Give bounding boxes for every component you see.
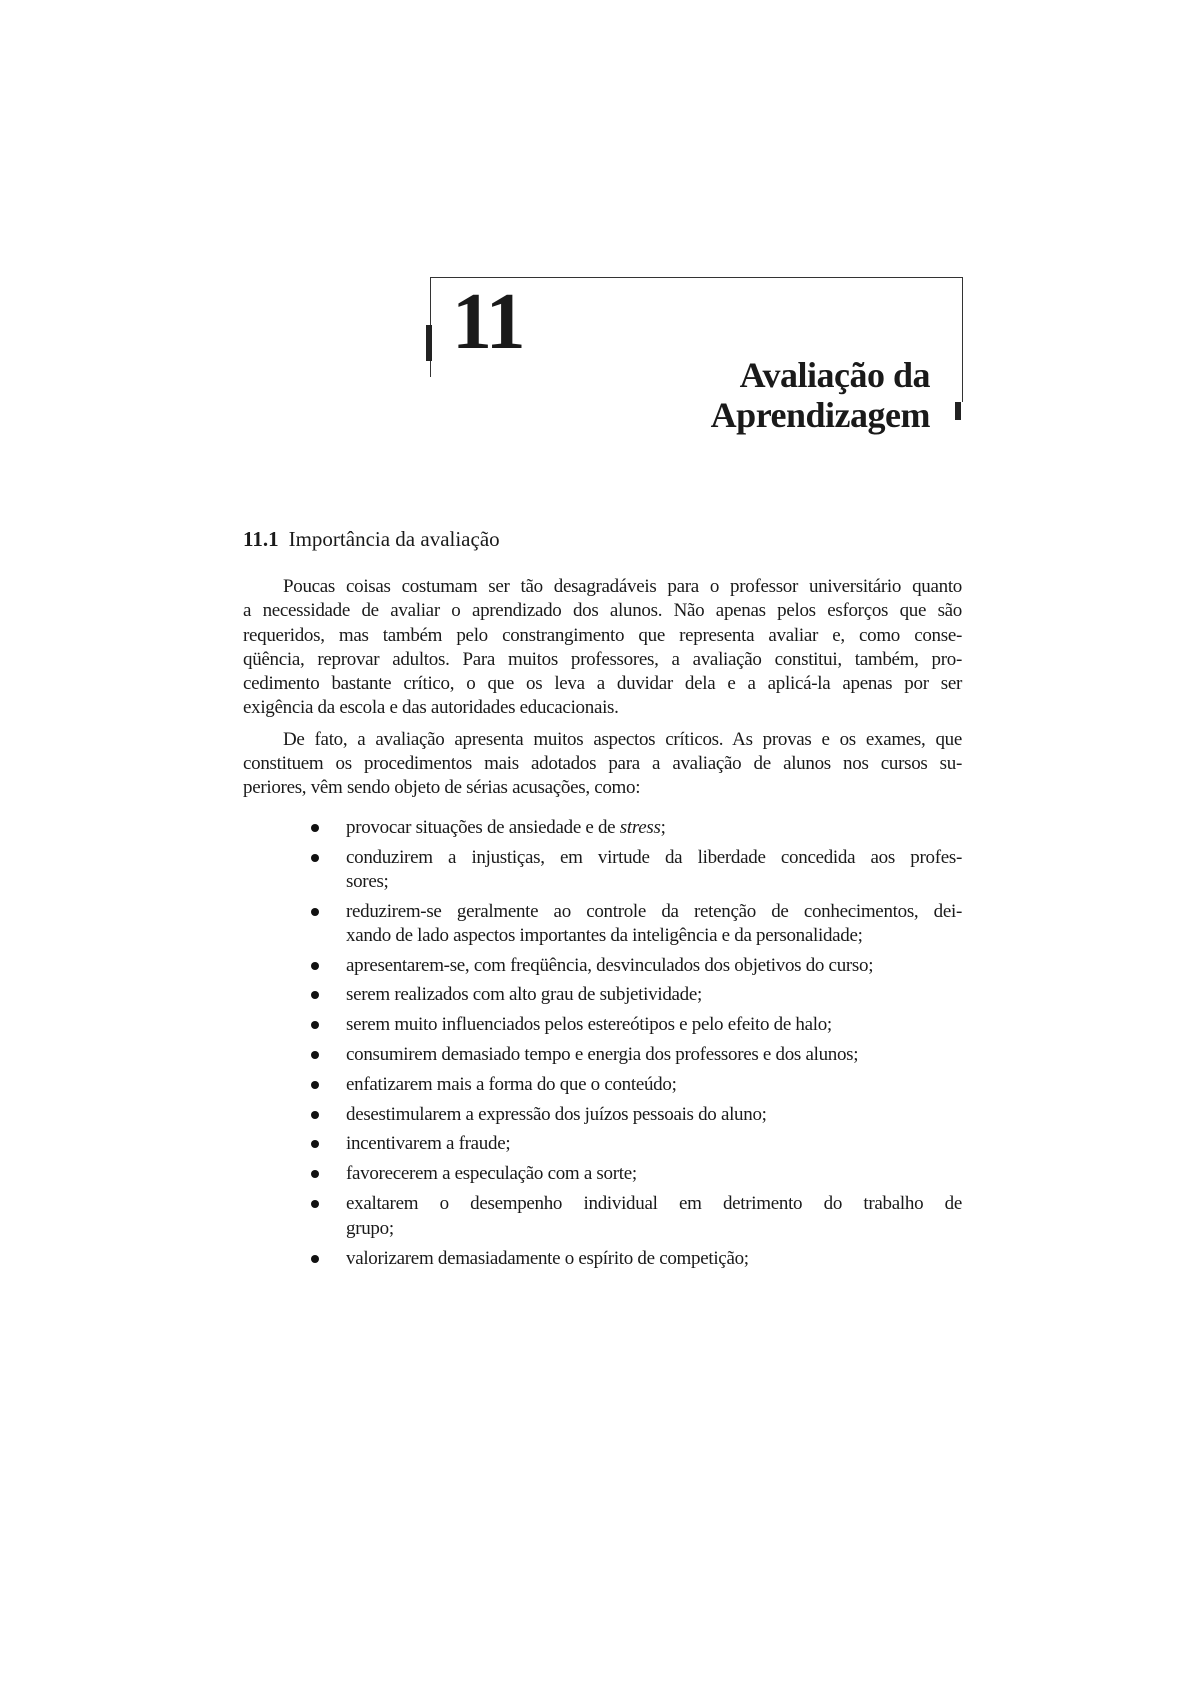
- chapter-marker-right: [955, 402, 961, 420]
- paragraph-line: constituem os procedimentos mais adotados para a avaliação de alunos nos cursos su-: [243, 753, 962, 774]
- list-item-line: favorecerem a especulação com a sorte;: [346, 1163, 637, 1184]
- bullet-icon: [311, 962, 319, 970]
- bullet-icon: [311, 1111, 319, 1119]
- chapter-number: 11: [452, 278, 524, 366]
- bullet-icon: [311, 1140, 319, 1148]
- list-item-line: grupo;: [346, 1218, 394, 1239]
- list-item-line: serem realizados com alto grau de subjetividade;: [346, 984, 702, 1005]
- list-item-line: apresentarem-se, com freqüência, desvinculados dos objetivos do curso;: [346, 955, 874, 976]
- list-item: [346, 816, 962, 840]
- paragraph-line: periores, vêm sendo objeto de sérias acusações, como:: [243, 777, 641, 798]
- paragraph-line: exigência da escola e das autoridades educacionais.: [243, 697, 619, 718]
- paragraph-line: a necessidade de avaliar o aprendizado dos alunos. Não apenas pelos esforços que são: [243, 600, 962, 621]
- list-item-line: enfatizarem mais a forma do que o conteúdo;: [346, 1074, 677, 1095]
- list-item-line: conduzirem a injustiças, em virtude da liberdade concedida aos profes-: [346, 847, 962, 868]
- bullet-icon: [311, 1200, 319, 1208]
- bullet-icon: [311, 991, 319, 999]
- paragraph-line: qüência, reprovar adultos. Para muitos professores, a avaliação constitui, também, pro-: [243, 649, 962, 670]
- paragraph-line: requeridos, mas também pelo constrangimento que representa avaliar e, como conse-: [243, 625, 962, 646]
- chapter-title-line: Aprendizagem: [710, 395, 930, 435]
- list-item-line: valorizarem demasiadamente o espírito de competição;: [346, 1248, 749, 1269]
- chapter-marker-left: [426, 325, 432, 361]
- list-item-text: provocar situações de ansiedade e de: [346, 817, 620, 838]
- bullet-icon: [311, 1170, 319, 1178]
- section-title: Importância da avaliação: [288, 527, 500, 551]
- paragraph-line: Poucas coisas costumam ser tão desagradáveis para o professor universitário quanto: [283, 576, 962, 597]
- list-item-line: consumirem demasiado tempo e energia dos professores e dos alunos;: [346, 1044, 859, 1065]
- list-item-text: ;: [660, 817, 666, 838]
- bullet-icon: [311, 1021, 319, 1029]
- bullet-icon: [311, 1051, 319, 1059]
- section-number: 11.1: [243, 527, 279, 551]
- list-item-line: incentivarem a fraude;: [346, 1133, 511, 1154]
- list-item-italic-term: stress: [619, 817, 661, 838]
- section-heading: [243, 526, 500, 552]
- bullet-icon: [311, 1081, 319, 1089]
- list-item-line: reduzirem-se geralmente ao controle da retenção de conhecimentos, dei-: [346, 901, 962, 922]
- bullet-icon: [311, 824, 319, 832]
- bullet-icon: [311, 1255, 319, 1263]
- paragraph-line: De fato, a avaliação apresenta muitos aspectos críticos. As provas e os exames, que: [283, 729, 962, 750]
- chapter-title: [711, 355, 930, 435]
- bullet-icon: [311, 908, 319, 916]
- bullet-icon: [311, 854, 319, 862]
- list-item-line: sores;: [346, 871, 389, 892]
- chapter-title-line: Avaliação da: [739, 355, 930, 395]
- list-item-line: desestimularem a expressão dos juízos pessoais do aluno;: [346, 1104, 767, 1125]
- list-item-line: exaltarem o desempenho individual em detrimento do trabalho de: [346, 1193, 962, 1214]
- paragraph-line: cedimento bastante crítico, o que os leva a duvidar dela e a aplicá-la apenas por ser: [243, 673, 962, 694]
- list-item-line: xando de lado aspectos importantes da inteligência e da personalidade;: [346, 925, 863, 946]
- chapter-frame-right-rule: [962, 277, 963, 402]
- list-item-line: serem muito influenciados pelos estereótipos e pelo efeito de halo;: [346, 1014, 832, 1035]
